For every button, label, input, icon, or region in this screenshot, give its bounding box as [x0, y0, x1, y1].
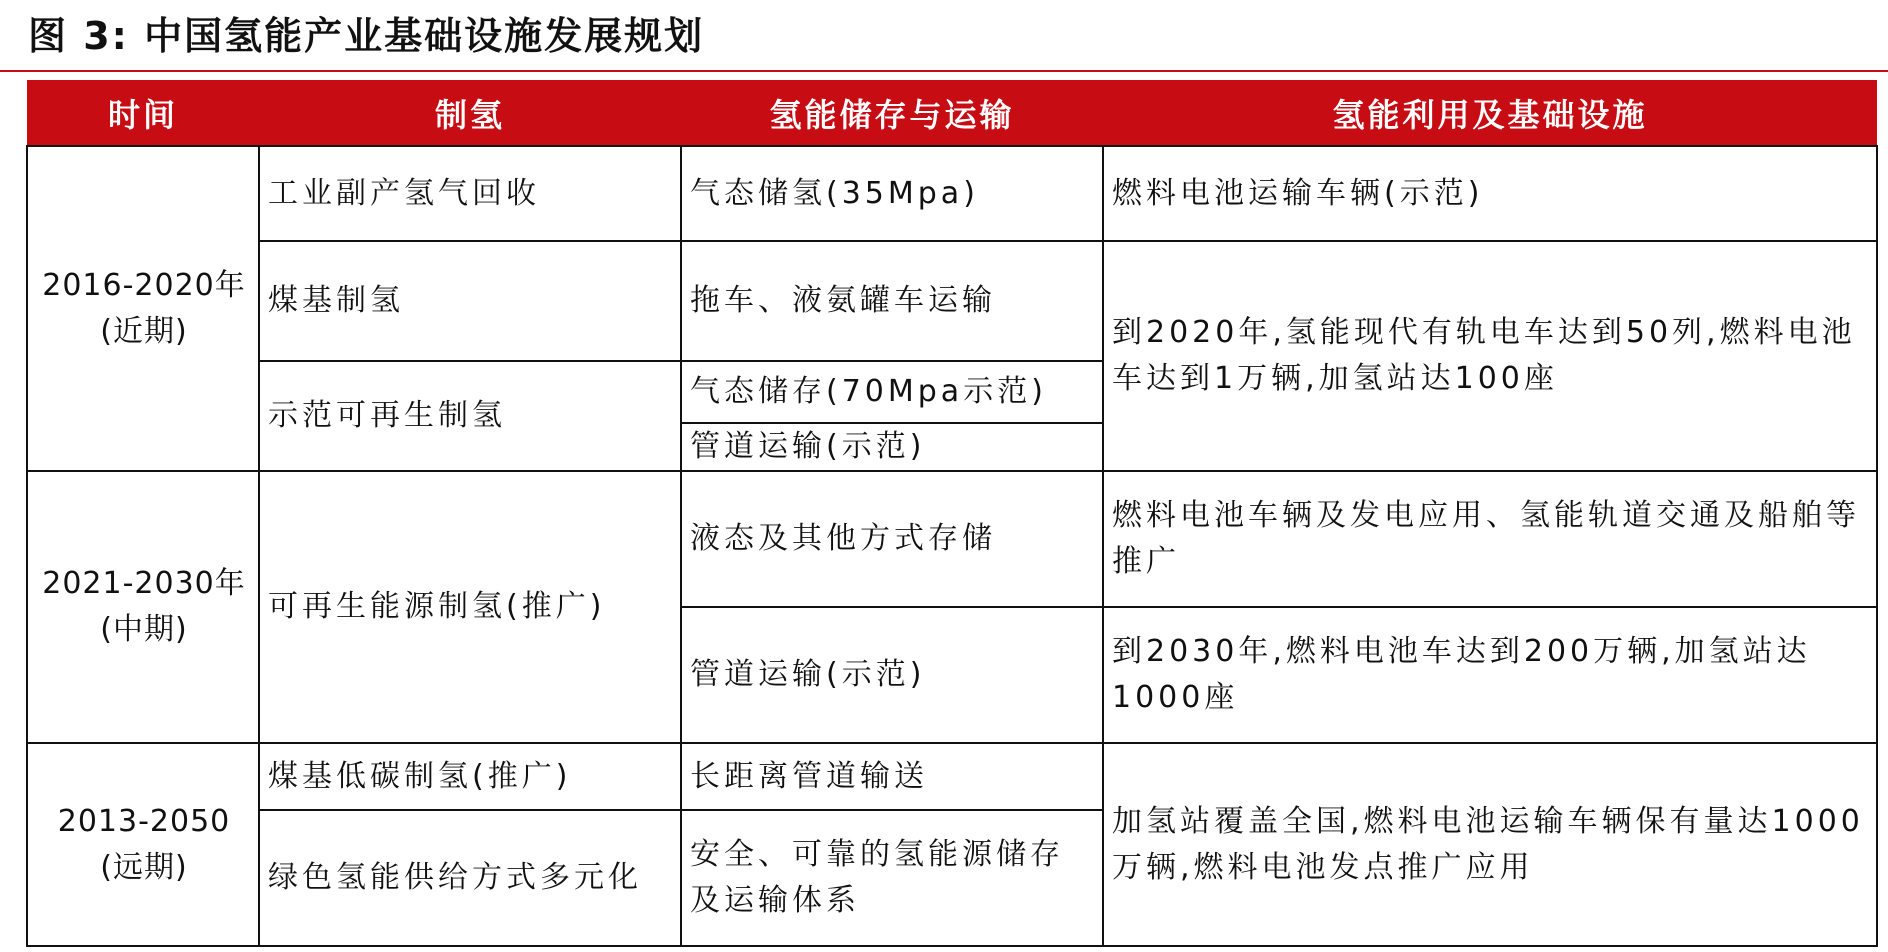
utilization-cell: 到2030年,燃料电池车达到200万辆,加氢站达1000座: [1103, 607, 1877, 743]
period-label: (中期): [100, 612, 188, 647]
header-storage: 氢能储存与运输: [681, 80, 1103, 146]
storage-cell: 管道运输(示范): [681, 607, 1103, 743]
period-label: (近期): [100, 313, 188, 349]
utilization-cell: 到2020年,氢能现代有轨电车达到50列,燃料电池车达到1万辆,加氢站达100座: [1103, 241, 1877, 471]
period-near: [27, 146, 259, 471]
period-mid: [27, 471, 259, 743]
storage-cell: 拖车、液氨罐车运输: [681, 241, 1103, 361]
storage-cell: 长距离管道输送: [681, 743, 1103, 810]
storage-cell: 安全、可靠的氢能源储存及运输体系: [681, 810, 1103, 946]
header-production: 制氢: [259, 80, 681, 146]
table-header-row: [27, 80, 1877, 146]
storage-cell: 管道运输(示范): [681, 423, 1103, 471]
storage-cell: 液态及其他方式存储: [681, 471, 1103, 607]
table-row: [27, 743, 1877, 810]
utilization-cell: 燃料电池运输车辆(示范): [1103, 146, 1877, 241]
period-far: [27, 743, 259, 946]
period-range: 2013-2050: [57, 803, 231, 839]
utilization-cell: 加氢站覆盖全国,燃料电池运输车辆保有量达1000万辆,燃料电池发点推广应用: [1103, 743, 1877, 946]
storage-cell: 气态储氢(35Mpa): [681, 146, 1103, 241]
header-period: 时间: [27, 80, 259, 146]
production-cell: 煤基制氢: [259, 241, 681, 361]
table-row: [27, 471, 1877, 607]
utilization-cell: 燃料电池车辆及发电应用、氢能轨道交通及船舶等推广: [1103, 471, 1877, 607]
table-row: [27, 146, 1877, 241]
period-range: 2021-2030年: [42, 566, 246, 601]
production-cell: 工业副产氢气回收: [259, 146, 681, 241]
production-cell: 绿色氢能供给方式多元化: [259, 810, 681, 946]
period-range: 2016-2020年: [42, 267, 246, 303]
table-row: [27, 241, 1877, 361]
storage-cell: 气态储存(70Mpa示范): [681, 361, 1103, 423]
production-cell: 示范可再生制氢: [259, 361, 681, 471]
hydrogen-plan-table: [26, 80, 1878, 947]
production-cell: 可再生能源制氢(推广): [259, 471, 681, 743]
figure-title: 图 3: 中国氢能产业基础设施发展规划: [28, 14, 705, 58]
header-utilization: 氢能利用及基础设施: [1103, 80, 1877, 146]
title-divider: [0, 70, 1888, 72]
production-cell: 煤基低碳制氢(推广): [259, 743, 681, 810]
period-label: (远期): [100, 849, 188, 885]
